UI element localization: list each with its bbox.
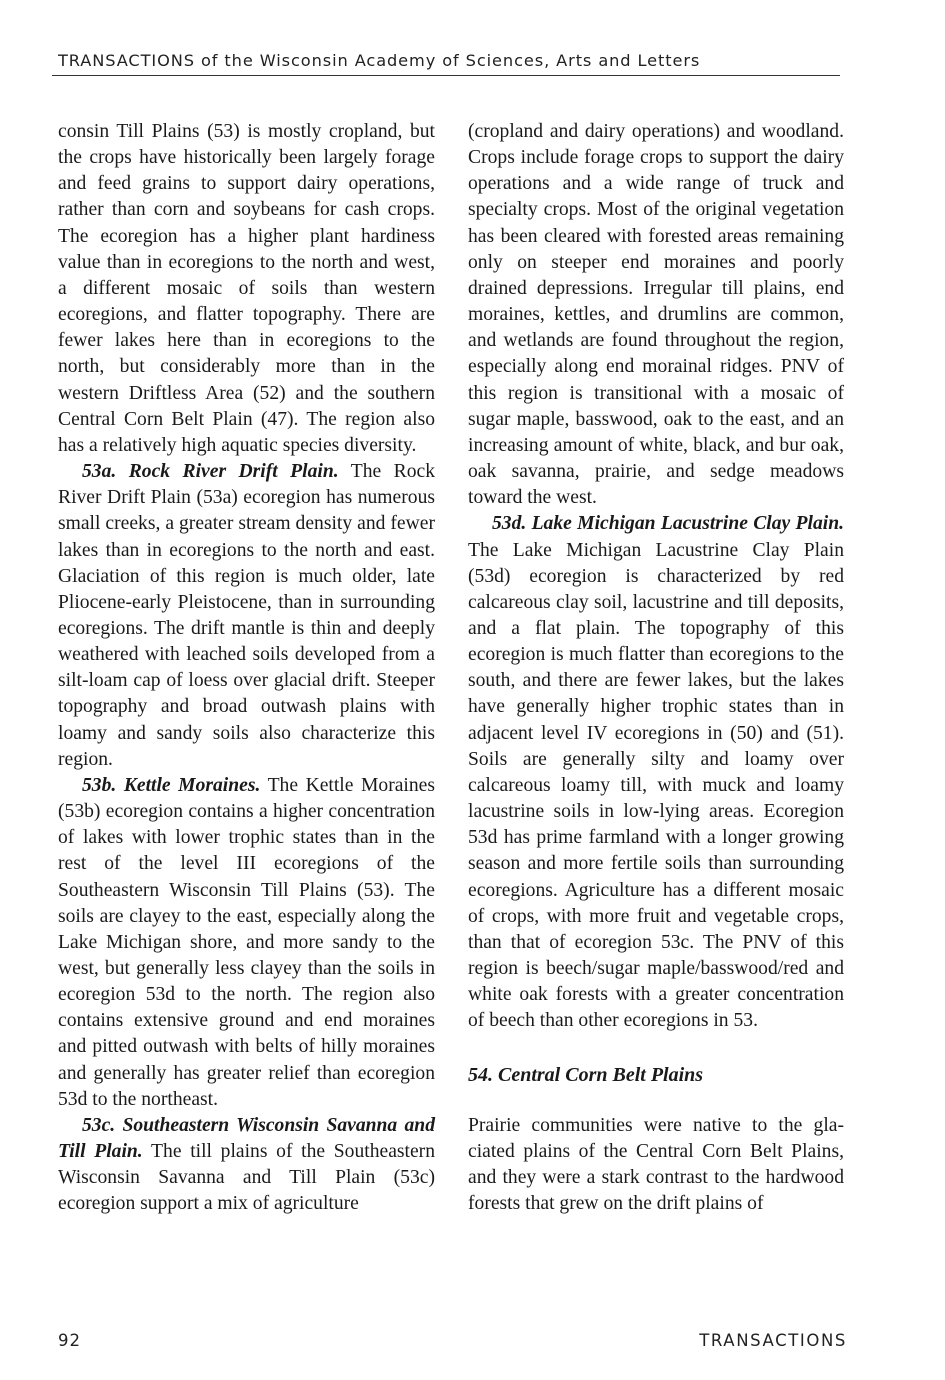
- running-header: TRANSACTIONS of the Wisconsin Academy of Sciences, Arts and Letters: [58, 51, 701, 70]
- paragraph-53-continued: consin Till Plains (53) is mostly cropland, but the crops have historically been largely forage and feed grains to support dairy operations, rather than corn and soybeans for cash crops. The ecoregion has a higher plant hardiness value than in ecoregions to the north and west, a different mosaic of soils than western ecoregions, and flatter topography. There are fewer lakes here than in ecoregions to the north, but considerably more than in the western Driftless Area (52) and the southern Central Corn Belt Plain (47). The region also has a relatively high aquatic species diversity.: [58, 121, 435, 456]
- section-heading-54: 54. Central Corn Belt Plains: [468, 1064, 704, 1087]
- subhead-53a: 53a. Rock River Drift Plain.: [82, 461, 339, 483]
- text-53b: The Kettle Moraines (53b) ecoregion contains a higher concentration of lakes with lower trophic states than in the rest of the level III ecoregions of the Southeastern Wisconsin Till Plains (53). The soils are clayey to the east, especially along the Lake Michigan shore, and more sandy to the west, but generally less clayey than the soils in ecoregion 53d to the north. The region also contains extensive ground and end moraines and pitted outwash with belts of hilly moraines and generally has greater relief than ecoregion 53d to the northeast.: [58, 774, 435, 1110]
- paragraph-54: Prairie communities were native to the glaciated plains of the Central Corn Belt Plains, and they were a stark contrast to the hardwood forests that grew on the drift plains of: [468, 1114, 844, 1215]
- subhead-53d: 53d. Lake Michigan Lacustrine Clay Plain.: [492, 513, 844, 535]
- running-footer: TRANSACTIONS: [699, 1331, 847, 1350]
- header-rule: [52, 75, 840, 76]
- subhead-53c: 53c. Southeastern Wisconsin Savanna and Till Plain.: [58, 1114, 435, 1163]
- paragraph-53d: [468, 511, 844, 1034]
- paragraph-53b: [58, 773, 435, 1113]
- paragraph-53a: [58, 459, 435, 773]
- right-column: [468, 119, 844, 1217]
- paragraph-53c-continued: (cropland and dairy operations) and woodland. Crops include forage crops to support the dairy operations and a wide range of truck and specialty crops. Most of the original vegetation has been cleared with forested areas remaining only on steeper end moraines and poorly drained depressions. Irregular till plains, end moraines, kettles, and drumlins are common, and wetlands are found throughout the region, especially along end morainal ridges. PNV of this region is transitional with a mosaic of sugar maple, basswood, oak to the east, and an increasing amount of white, black, and bur oak, oak savanna, prairie, and sedge meadows toward the west.: [468, 121, 844, 509]
- paragraph-53c: [58, 1113, 435, 1218]
- text-53d: The Lake Michigan Lacustrine Clay Plain (53d) ecoregion is characterized by red calcareous clay soil, lacustrine and till deposits, and a flat plain. The topography of this ecoregion is much flatter than ecoregions to the south, and there are fewer lakes, but the lakes have generally higher trophic states than in adjacent level IV ecoregions in (50) and (51). Soils are generally silty and loamy over calcareous loamy till, with muck and loamy lacustrine soils in low-lying areas. Ecoregion 53d has prime farmland with a longer growing season and more fertile soils than surrounding ecoregions. Agriculture has a different mosaic of crops, with more fruit and vegetable crops, than that of ecoregion 53c. The PNV of this region is beech/sugar maple/basswood/red and white oak forests with a greater concentration of beech than other ecoregions in 53.: [468, 539, 844, 1032]
- subhead-53b: 53b. Kettle Moraines.: [82, 774, 261, 796]
- left-column: [58, 119, 435, 1218]
- text-53a: The Rock River Drift Plain (53a) ecoregion has numerous small creeks, a greater stream density and fewer lakes than in ecoregions to the north and east. Glaciation of this region is much older, late Pliocene-early Pleistocene, than in surrounding ecoregions. The drift mantle is thin and deeply weathered with leached soils developed from a silt-loam cap of loess over glacial drift. Steeper topography and broad outwash plains with loamy and sandy soils also characterize this region.: [58, 461, 435, 770]
- text-53c: The till plains of the Southeastern Wisconsin Savanna and Till Plain (53c) ecoregion support a mix of agriculture: [58, 1141, 435, 1215]
- page-number: 92: [58, 1331, 81, 1350]
